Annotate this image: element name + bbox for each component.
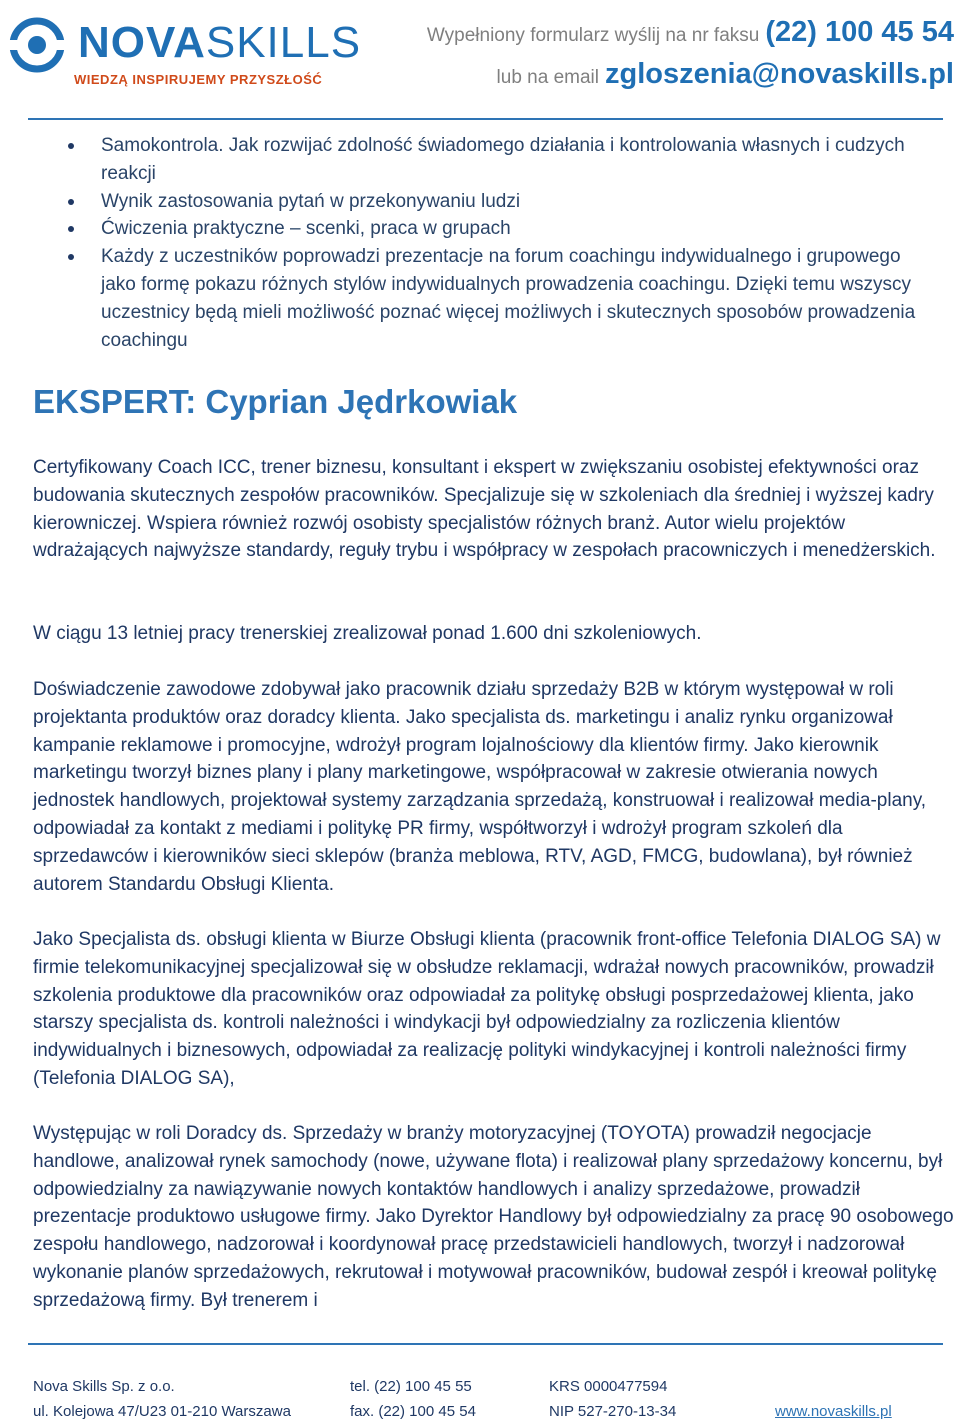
expert-bio-paragraph: Certyfikowany Coach ICC, trener biznesu, konsultant i ekspert w zwiększaniu osobistej efektywności oraz budowania skutecznych zespołów pracowników. Specjalizuje się w szkoleniach dla średniej i wyższej kadry kierowniczej. Wspiera również rozwój osobisty specjalistów różnych branż. Autor wielu projektów wdrażających najwyższe standardy, reguły trybu i współpracy w zespołach pracowniczych i menedżerskich. xyxy=(33,457,936,562)
page-header xyxy=(0,0,960,120)
footer-nip: NIP 527-270-13-34 xyxy=(549,1403,677,1420)
footer-registry-column xyxy=(549,1374,676,1424)
logo-tagline: WIEDZĄ INSPIRUJEMY PRZYSZŁOŚĆ xyxy=(74,72,323,87)
logo-wordmark: NOVASKILLS xyxy=(78,18,362,67)
logo-eye-icon xyxy=(8,16,66,74)
footer-company-column xyxy=(33,1374,291,1424)
list-item: Każdy z uczestników poprowadzi prezentacje na forum coachingu indywidualnego i grupowego jako formę pokazu różnych stylów indywidualnych prowadzenia coachingu. Dzięki temu wszyscy uczestnicy będą mieli możliwość poznać więcej możliwych i skutecznych sposobów prowadzenia coachingu xyxy=(60,243,940,354)
footer-fax: fax. (22) 100 45 54 xyxy=(350,1403,476,1420)
customer-service-paragraph: Jako Specjalista ds. obsługi klienta w Biurze Obsługi klienta (pracownik front-office Telefonia DIALOG SA) w firmie telekomunikacyjnej specjalizował się w obsłudze reklamacji, wdrażał nowych pracowników, prowadził szkolenia produktowe dla pracowników oraz odpowiadał za politykę obsługi posprzedażowej klienta, jako starszy specjalista ds. kontroli należności i windykacji był odpowiedzialny za rozliczenia klientów indywidualnych i biznesowych, odpowiadał za realizację polityki windykacyjnej i kontroli należności firmy (Telefonia DIALOG SA), xyxy=(33,929,941,1089)
email-address[interactable]: zgloszenia@novaskills.pl xyxy=(605,58,954,90)
fax-number: (22) 100 45 54 xyxy=(765,16,954,48)
bullet-icon xyxy=(68,199,74,205)
list-item: Wynik zastosowania pytań w przekonywaniu ludzi xyxy=(60,188,940,216)
training-days-paragraph: W ciągu 13 letniej pracy trenerskiej zrealizował ponad 1.600 dni szkoleniowych. xyxy=(33,623,702,644)
footer-website-link[interactable]: www.novaskills.pl xyxy=(775,1403,892,1420)
footer-company-name: Nova Skills Sp. z o.o. xyxy=(33,1378,175,1395)
footer-tel: tel. (22) 100 45 55 xyxy=(350,1378,472,1395)
experience-paragraph: Doświadczenie zawodowe zdobywał jako pracownik działu sprzedaży B2B w którym występował w roli projektanta produktów oraz doradcy klienta. Jako specjalista ds. marketingu i analiz rynku organizował kampanie reklamowe i promocyjne, wdrożył program lojalnościowy dla klientów firmy. Jako kierownik marketingu tworzył biznes plany i plany marketingowe, współpracował w zakresie otwierania nowych jednostek handlowych, projektował systemy zarządzania sprzedażą, konstruował i realizował media-plany, odpowiadał za kontakt z mediami i politykę PR firmy, współtworzył i wdrożył program szkoleń dla sprzedawców i kierowników sieci sklepów (branża meblowa, RTV, AGD, FMCG, budowlana), był również autorem Standardu Obsługi Klienta. xyxy=(33,679,927,895)
bullet-icon xyxy=(68,143,74,149)
footer-divider xyxy=(28,1343,943,1345)
list-item: Ćwiczenia praktyczne – scenki, praca w grupach xyxy=(60,215,940,243)
footer-krs: KRS 0000477594 xyxy=(549,1378,668,1395)
expert-heading: EKSPERT: Cyprian Jędrkowiak xyxy=(33,383,518,420)
header-divider xyxy=(28,118,943,120)
fax-contact xyxy=(427,16,954,49)
email-label: lub na email xyxy=(496,67,599,88)
footer-phone-column xyxy=(350,1374,476,1424)
footer-address: ul. Kolejowa 47/U23 01-210 Warszawa xyxy=(33,1403,291,1420)
email-contact xyxy=(497,58,954,91)
fax-label: Wypełniony formularz wyślij na nr faksu xyxy=(426,25,760,46)
list-item: Samokontrola. Jak rozwijać zdolność świadomego działania i kontrolowania własnych i cudzych reakcji xyxy=(60,132,940,188)
novaskills-logo xyxy=(8,12,362,90)
sales-advisor-paragraph: Występując w roli Doradcy ds. Sprzedaży w branży motoryzacyjnej (TOYOTA) prowadził negocjacje handlowe, analizował rynek samochody (nowe, używane flota) i realizował plany sprzedażowy koncernu, był odpowiedzialny za nawiązywanie nowych kontaktów handlowych i analizy sprzedażowe, prowadził prezentacje produktowo usługowe firmy. Jako Dyrektor Handlowy był odpowiedzialny za pracę 90 osobowego zespołu handlowego, nadzorował i koordynował pracę przedstawicieli handlowych, tworzył i nadzorował wykonanie planów sprzedażowych, rekrutował i motywował pracowników, budował zespół i kreował politykę sprzedażową firmy. Był trenerem i xyxy=(33,1123,954,1311)
bullet-icon xyxy=(68,254,74,260)
agenda-bullet-list xyxy=(60,132,940,354)
bullet-icon xyxy=(68,226,74,232)
